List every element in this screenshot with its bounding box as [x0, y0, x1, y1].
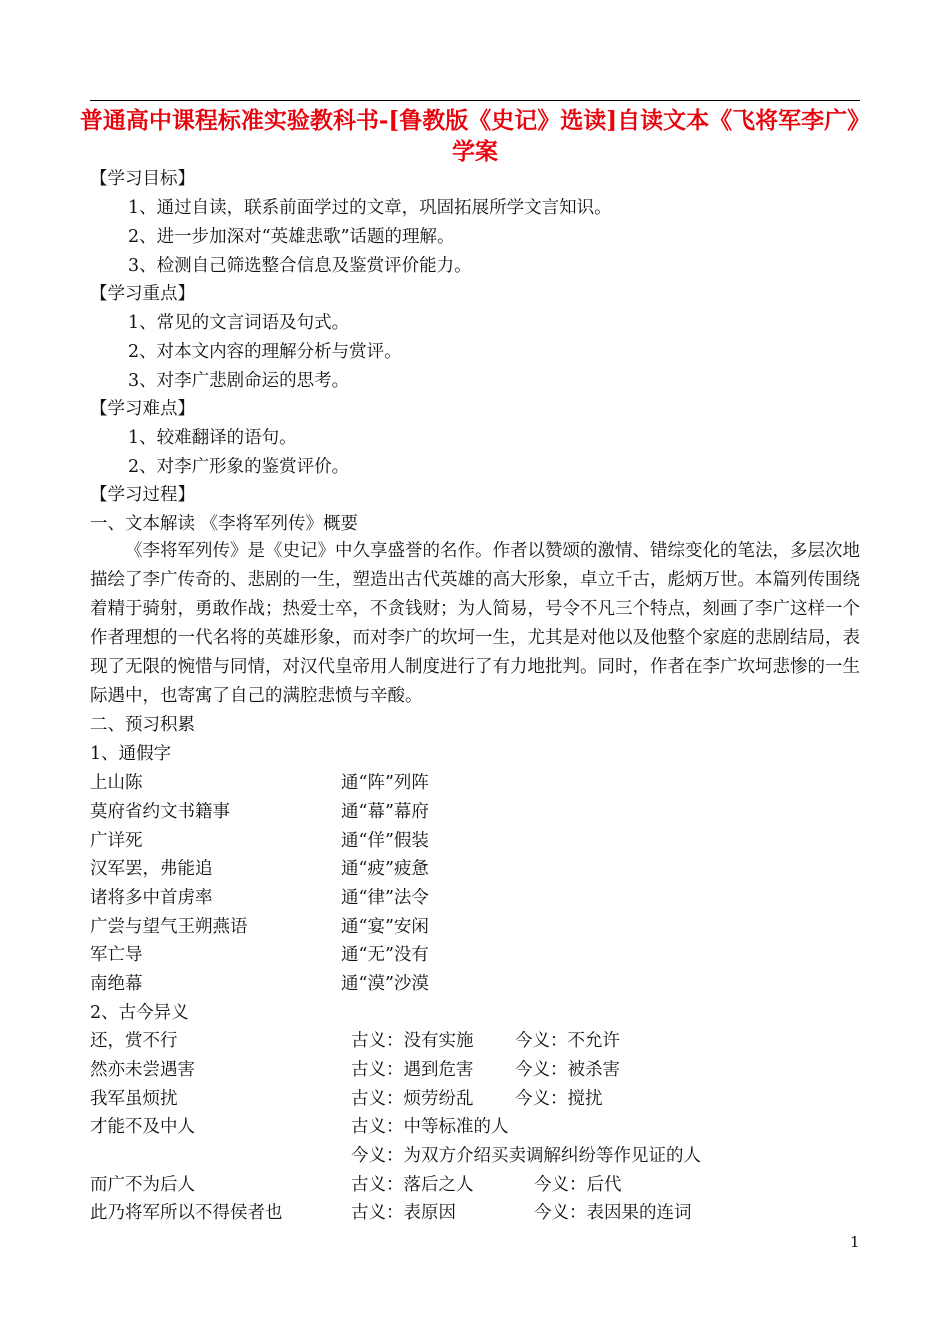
header-rule — [90, 100, 860, 101]
tongjia-sentence: 莫府省约文书籍事 — [90, 802, 230, 822]
tongjia-sentence: 广尝与望气王朔燕语 — [90, 917, 248, 937]
gujin-ancient: 古义：落后之人 — [351, 1175, 474, 1195]
gujin-sentence: 我军虽烦扰 — [90, 1089, 178, 1109]
key-point-item: 3、对李广悲剧命运的思考。 — [128, 371, 350, 391]
difficulty-item: 1、较难翻译的语句。 — [128, 428, 297, 448]
gujin-modern-long: 今义：为双方介绍买卖调解纠纷等作见证的人 — [351, 1146, 701, 1166]
tongjia-sentence: 诸将多中首虏率 — [90, 888, 213, 908]
gujin-sentence: 此乃将军所以不得侯者也 — [90, 1203, 283, 1223]
gujin-ancient: 古义：表原因 — [351, 1203, 456, 1223]
gujin-ancient: 古义：中等标准的人 — [351, 1117, 509, 1137]
difficulties-heading: 【学习难点】 — [90, 399, 195, 419]
page-title: 普通高中课程标准实验教科书-[鲁教版《史记》选读]自读文本《飞将军李广》学案 — [79, 107, 871, 165]
tongjia-note: 通“漠”沙漠 — [341, 974, 429, 994]
tongjia-sentence: 广详死 — [90, 831, 143, 851]
part2-heading: 二、预习积累 — [90, 715, 195, 735]
tongjia-sentence: 上山陈 — [90, 773, 143, 793]
tongjia-note: 通“无”没有 — [341, 945, 429, 965]
page-number: 1 — [850, 1233, 860, 1251]
tongjia-note: 通“佯”假装 — [341, 831, 429, 851]
process-heading: 【学习过程】 — [90, 485, 195, 505]
gujin-sentence: 才能不及中人 — [90, 1117, 195, 1137]
gujin-ancient: 古义：烦劳纷乱 — [351, 1089, 474, 1109]
tongjia-note: 通“幕”幕府 — [341, 802, 429, 822]
gujin-heading: 2、古今异义 — [90, 1003, 189, 1023]
goal-item: 2、进一步加深对“英雄悲歌”话题的理解。 — [128, 227, 455, 247]
tongjia-note: 通“律”法令 — [341, 888, 429, 908]
goal-item: 1、通过自读，联系前面学过的文章，巩固拓展所学文言知识。 — [128, 198, 612, 218]
gujin-modern: 今义：表因果的连词 — [534, 1203, 692, 1223]
key-point-item: 2、对本文内容的理解分析与赏评。 — [128, 342, 402, 362]
gujin-ancient: 古义：遇到危害 — [351, 1060, 474, 1080]
gujin-ancient: 古义：没有实施 — [351, 1031, 474, 1051]
gujin-sentence: 然亦未尝遇害 — [90, 1060, 195, 1080]
tongjia-heading: 1、通假字 — [90, 744, 172, 764]
summary-paragraph: 《李将军列传》是《史记》中久享盛誉的名作。作者以赞颂的激情、错综变化的笔法，多层次地描绘了李广传奇的、悲剧的一生，塑造出古代英雄的高大形象，卓立千古，彪炳万世。本篇列传围绕着精于骑射，勇敢作战；热爱士卒，不贪钱财；为人简易，号令不凡三个特点，刻画了李广这样一个作者理想的一代名将的英雄形象，而对李广的坎坷一生，尤其是对他以及他整个家庭的悲剧结局，表现了无限的惋惜与同情，对汉代皇帝用人制度进行了有力地批判。同时，作者在李广坎坷悲惨的一生际遇中，也寄寓了自己的满腔悲愤与辛酸。 — [90, 541, 860, 706]
gujin-sentence: 还，赏不行 — [90, 1031, 178, 1051]
tongjia-note: 通“宴”安闲 — [341, 917, 429, 937]
tongjia-sentence: 汉军罢，弗能追 — [90, 859, 213, 879]
gujin-modern: 今义：搅扰 — [515, 1089, 603, 1109]
key-point-item: 1、常见的文言词语及句式。 — [128, 313, 350, 333]
tongjia-sentence: 南绝幕 — [90, 974, 143, 994]
tongjia-note: 通“阵”列阵 — [341, 773, 429, 793]
gujin-sentence: 而广不为后人 — [90, 1175, 195, 1195]
part1-heading: 一、文本解读 《李将军列传》概要 — [90, 514, 359, 534]
gujin-modern: 今义：被杀害 — [515, 1060, 620, 1080]
tongjia-note: 通“疲”疲惫 — [341, 859, 429, 879]
goals-heading: 【学习目标】 — [90, 169, 195, 189]
tongjia-sentence: 军亡导 — [90, 945, 143, 965]
gujin-modern: 今义：后代 — [534, 1175, 622, 1195]
goal-item: 3、检测自己筛选整合信息及鉴赏评价能力。 — [128, 256, 472, 276]
difficulty-item: 2、对李广形象的鉴赏评价。 — [128, 457, 350, 477]
key-points-heading: 【学习重点】 — [90, 284, 195, 304]
gujin-modern: 今义：不允许 — [515, 1031, 620, 1051]
